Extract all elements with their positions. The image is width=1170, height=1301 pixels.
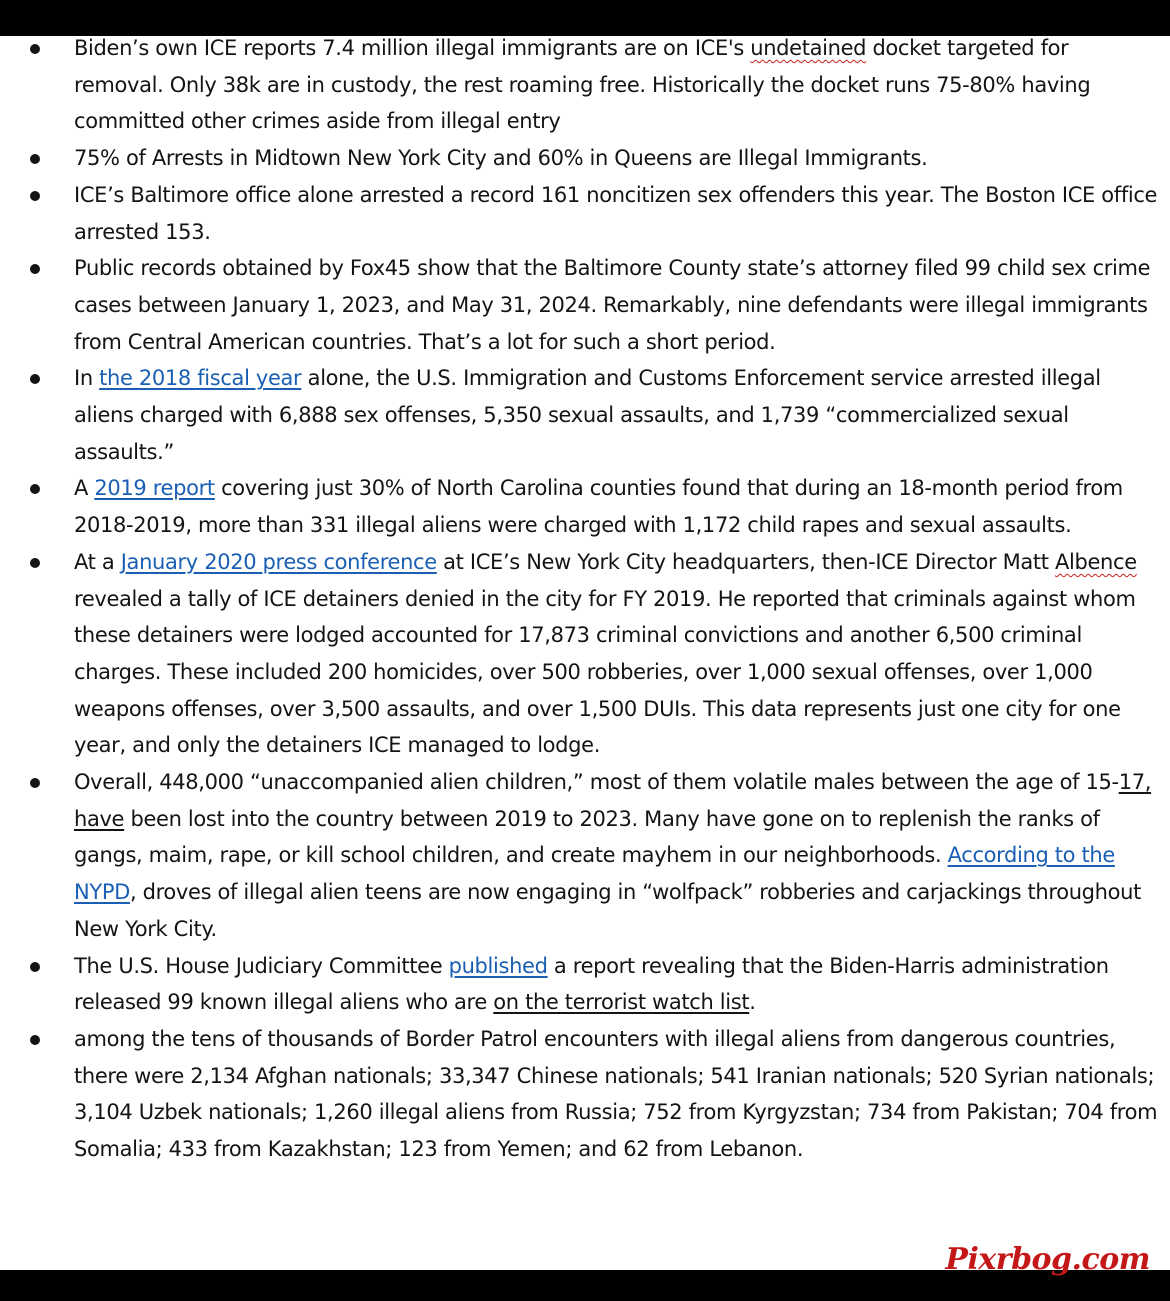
list-item: In the 2018 fiscal year alone, the U.S. Immigration and Customs Enforcement service arrested illegal aliens charged with 6,888 sex offenses, 5,350 sexual assaults, and 1,739 “commercialized sexual assaults.” [0,360,1170,470]
list-item: ICE’s Baltimore office alone arrested a record 161 noncitizen sex offenders this year. The Boston ICE office arrested 153. [0,177,1170,250]
bullet-dot-icon [30,558,40,568]
bullet-dot-icon [30,264,40,274]
hyperlink-nypd[interactable]: According to the NYPD [74,843,1115,905]
bullet-dot-icon [30,44,40,54]
bullet-dot-icon [30,962,40,972]
bullet-dot-icon [30,374,40,384]
list-item: Biden’s own ICE reports 7.4 million illegal immigrants are on ICE's undetained docket targeted for removal. Only 38k are in custody, the rest roaming free. Historically the docket runs 75-80% having committed other crimes aside from illegal entry [0,30,1170,140]
spellcheck-flagged-word[interactable]: undetained [750,36,867,60]
list-item: A 2019 report covering just 30% of North Carolina counties found that during an 18-month period from 2018-2019, more than 331 illegal aliens were charged with 1,172 child rapes and sexual assaults. [0,470,1170,543]
bullet-dot-icon [30,1035,40,1045]
bullet-list [0,30,1170,1168]
list-item: among the tens of thousands of Border Patrol encounters with illegal aliens from dangerous countries, there were 2,134 Afghan nationals; 33,347 Chinese nationals; 541 Iranian nationals; 520 Syrian nationals; 3,104 Uzbek nationals; 1,260 illegal aliens from Russia; 752 from Kyrgyzstan; 734 from Pakistan; 704 from Somalia; 433 from Kazakhstan; 123 from Yemen; and 62 from Lebanon. [0,1021,1170,1168]
list-item: Public records obtained by Fox45 show that the Baltimore County state’s attorney filed 99 child sex crime cases between January 1, 2023, and May 31, 2024. Remarkably, nine defendants were illegal immigrants from Central American countries. That’s a lot for such a short period. [0,250,1170,360]
list-item: 75% of Arrests in Midtown New York City and 60% in Queens are Illegal Immigrants. [0,140,1170,177]
list-item: The U.S. House Judiciary Committee published a report revealing that the Biden-Harris administration released 99 known illegal aliens who are on the terrorist watch list. [0,948,1170,1021]
watermark: Pixrbog.com [945,1242,1150,1277]
spellcheck-flagged-word[interactable]: Albence [1054,549,1137,574]
bullet-dot-icon [30,484,40,494]
bullet-dot-icon [30,154,40,164]
hyperlink-published[interactable]: published [448,953,548,978]
hyperlink-2018-fiscal-year[interactable]: the 2018 fiscal year [99,366,302,391]
underlined-text: 17, have [74,770,1152,831]
bullet-dot-icon [30,778,40,788]
list-item: Overall, 448,000 “unaccompanied alien children,” most of them volatile males between the age of 15-17, have been lost into the country between 2019 to 2023. Many have gone on to replenish the ranks of gangs, maim, rape, or kill school children, and create mayhem in our neighborhoods. According to the NYPD, droves of illegal alien teens are now engaging in “wolfpack” robberies and carjackings throughout New York City. [0,764,1170,948]
hyperlink-2019-report[interactable]: 2019 report [94,476,215,501]
bullet-dot-icon [30,191,40,201]
hyperlink-press-conference[interactable]: January 2020 press conference [120,549,437,574]
document-body [0,30,1170,1168]
underlined-text: on the terrorist watch list [493,990,750,1015]
list-item: At a January 2020 press conference at ICE’s New York City headquarters, then-ICE Director Matt Albence revealed a tally of ICE detainers denied in the city for FY 2019. He reported that criminals against whom these detainers were lodged accounted for 17,873 criminal convictions and another 6,500 criminal charges. These included 200 homicides, over 500 robberies, over 1,000 sexual offenses, over 1,000 weapons offenses, over 3,500 assaults, and over 1,500 DUIs. This data represents just one city for one year, and only the detainers ICE managed to lodge. [0,544,1170,764]
